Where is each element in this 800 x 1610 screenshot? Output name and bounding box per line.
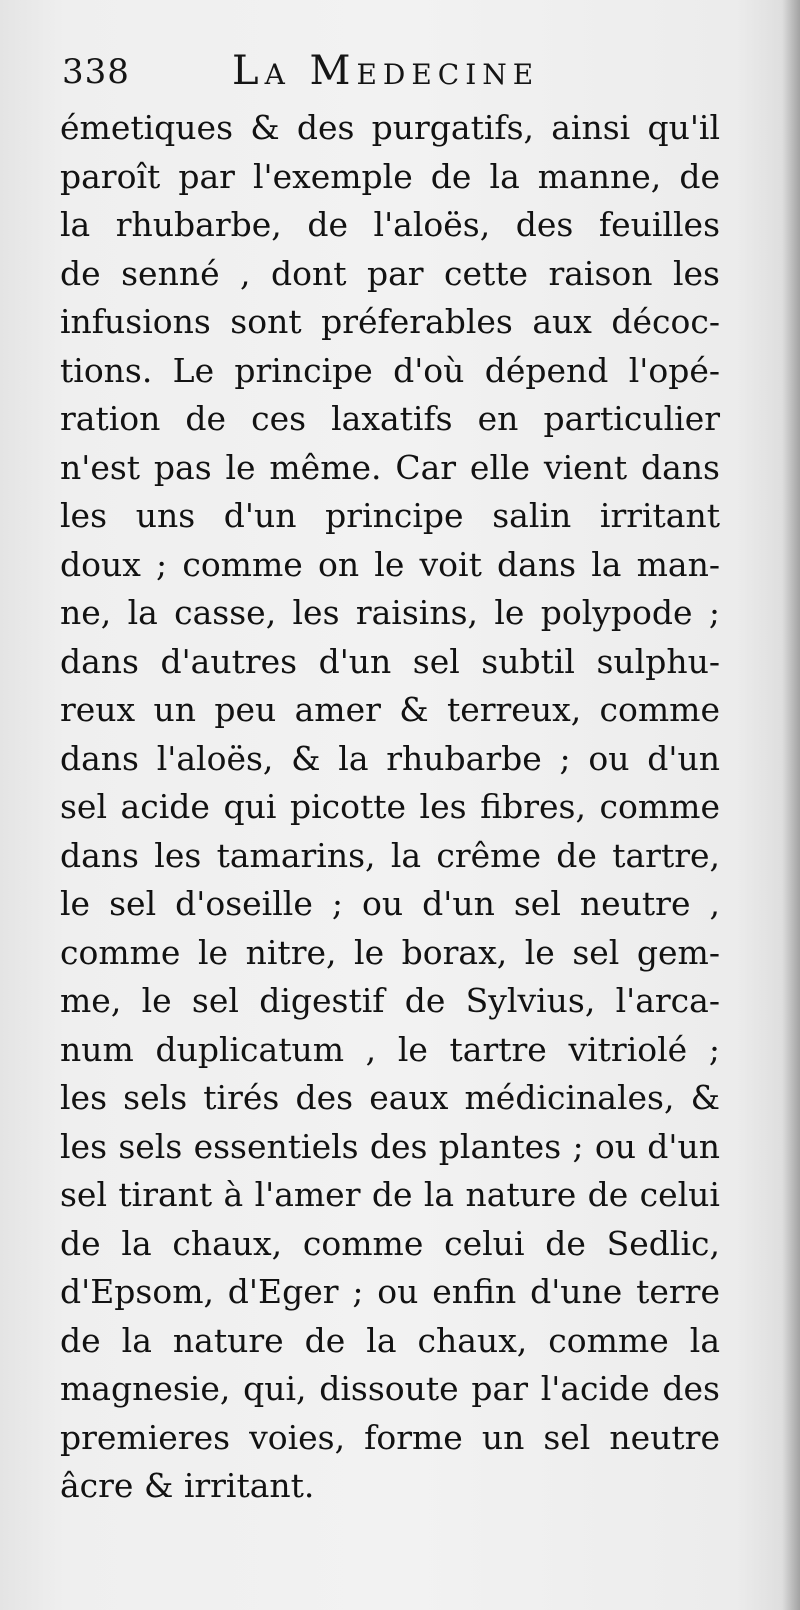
text-line: paroît par l'exemple de la manne, de [60, 156, 720, 196]
text-line: num duplicatum , le tartre vitriolé ; [60, 1029, 720, 1069]
text-line: n'est pas le même. Car elle vient dans [60, 447, 720, 487]
text-line: reux un peu amer & terreux, comme [60, 690, 720, 729]
running-head: La Medecine [232, 48, 540, 94]
text-line: premieres voies, forme un sel neutre [60, 1417, 720, 1457]
text-line: magnesie, qui, dissoute par l'acide des [60, 1369, 720, 1408]
page-number: 338 [62, 52, 130, 92]
text-line: d'Epsom, d'Eger ; ou enfin d'une terre [60, 1272, 720, 1311]
text-line: comme le nitre, le borax, le sel gem- [60, 932, 720, 972]
text-line: sel tirant à l'amer de la nature de celui [60, 1175, 720, 1214]
text-line: dans l'aloës, & la rhubarbe ; ou d'un [60, 738, 720, 778]
text-line: émetiques & des purgatifs, ainsi qu'il [60, 108, 720, 147]
text-line: les sels essentiels des plantes ; ou d'un [60, 1126, 720, 1166]
text-line: me, le sel digestif de Sylvius, l'arca- [60, 981, 720, 1020]
page-gutter-shadow [782, 0, 800, 1610]
body-text [60, 104, 720, 1511]
text-line: ration de ces laxatifs en particulier [60, 399, 720, 438]
text-line: les uns d'un principe salin irritant [60, 496, 720, 535]
text-line: de la chaux, comme celui de Sedlic, [60, 1223, 720, 1263]
text-line: de la nature de la chaux, comme la [60, 1320, 720, 1360]
text-line: le sel d'oseille ; ou d'un sel neutre , [60, 884, 720, 923]
text-line: la rhubarbe, de l'aloës, des feuilles [60, 205, 720, 244]
text-line: sel acide qui picotte les fibres, comme [60, 787, 720, 826]
text-line: ne, la casse, les raisins, le polypode ; [60, 593, 720, 632]
text-line: doux ; comme on le voit dans la man- [60, 544, 720, 584]
text-line: les sels tirés des eaux médicinales, & [60, 1078, 720, 1117]
page-header [62, 46, 722, 102]
text-line: infusions sont préferables aux décoc- [60, 302, 720, 341]
text-line: de senné , dont par cette raison les [60, 253, 720, 293]
text-line: dans d'autres d'un sel subtil sulphu- [60, 641, 720, 681]
text-line: tions. Le principe d'où dépend l'opé- [60, 350, 720, 390]
text-line: dans les tamarins, la crême de tartre, [60, 835, 720, 875]
text-line-last: âcre & irritant. [60, 1466, 315, 1505]
